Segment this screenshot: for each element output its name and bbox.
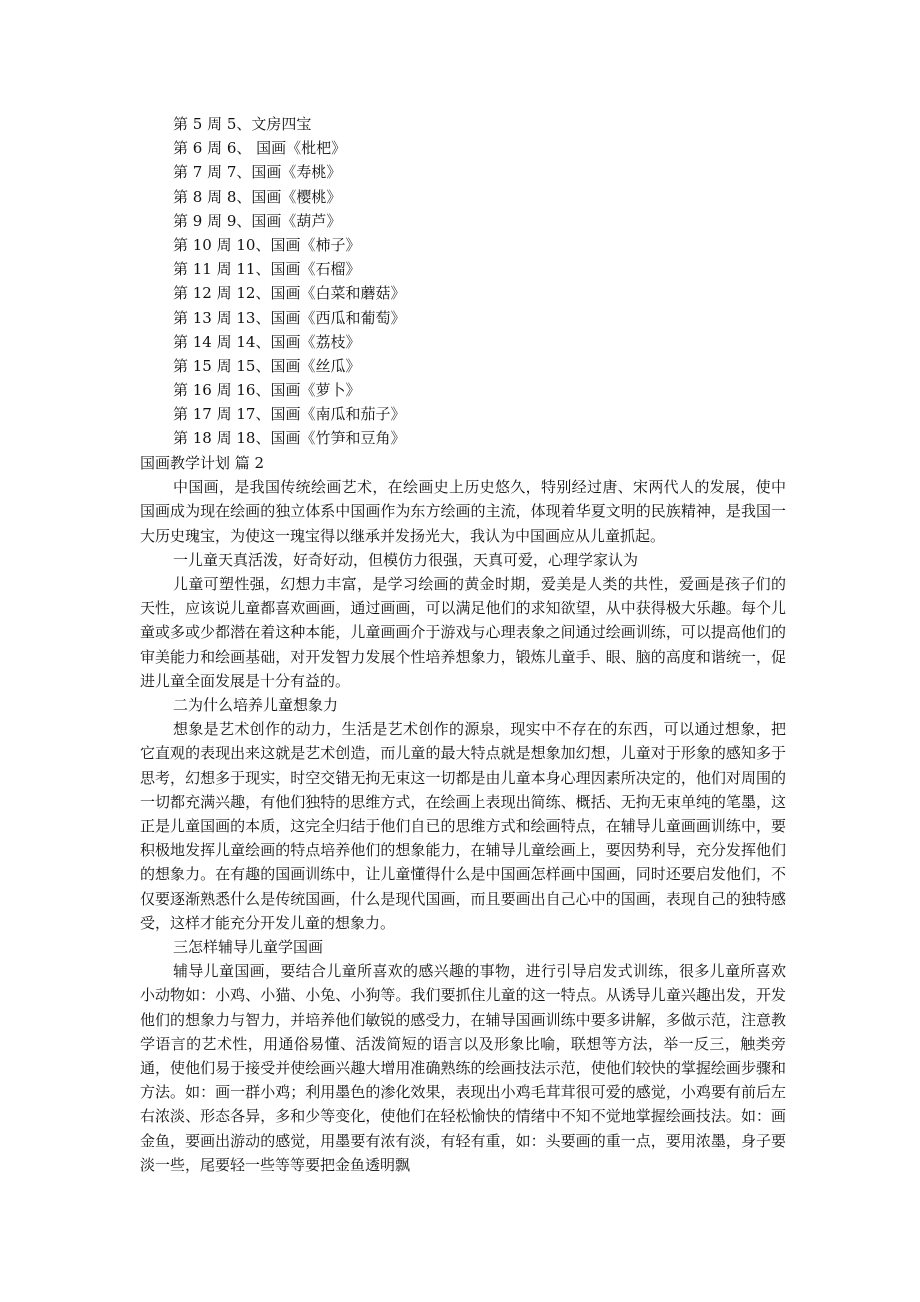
week-item: 第 5 周 5、文房四宝 [173,115,312,133]
week-item: 第 6 周 6、 国画《枇杷》 [173,139,347,158]
week-item: 第 14 周 14、国画《荔枝》 [173,332,361,351]
section-title: 国画教学计划 篇 2 [140,454,265,472]
week-schedule-list [173,112,773,451]
heading-one: 一儿童天真活泼，好奇好动，但模仿力很强，天真可爱，心理学家认为 [173,550,639,569]
week-item: 第 17 周 17、国画《南瓜和茄子》 [173,405,406,424]
week-item: 第 18 周 18、国画《竹笋和豆角》 [173,429,406,448]
week-item: 第 9 周 9、国画《葫芦》 [173,211,342,230]
paragraph-two: 想象是艺术创作的动力，生活是艺术创作的源泉，现实中不存在的东西，可以通过想象，把它直观的表现出来这就是艺术创造，而儿童的最大特点就是想象加幻想，儿童对于形象的感知多于思考，幻想多于现实，时空交错无拘无束这一切都是由儿童本身心理因素所决定的，他们对周围的一切都充满兴趣，有他们独特的思维方式，在绘画上表现出简练、概括、无拘无束单纯的笔墨，这正是儿童国画的本质，这完全归结于他们自已的思维方式和绘画特点，在辅导儿童画画训练中，要积极地发挥儿童绘画的特点培养他们的想象能力，在辅导儿童绘画上，要因势利导，充分发挥他们的想象力。在有趣的国画训练中，让儿童懂得什么是中国画怎样画中国画，同时还要启发他们，不仅要逐渐熟悉什么是传统国画，什么是现代国画，而且要画出自己心中的国画，表现自己的独特感受，这样才能充分开发儿童的想象力。 [140,720,786,932]
week-item: 第 13 周 13、国画《西瓜和葡萄》 [173,308,406,327]
week-item: 第 16 周 16、国画《萝卜》 [173,381,361,400]
heading-three: 三怎样辅导儿童学国画 [173,938,324,957]
week-item: 第 15 周 15、国画《丝瓜》 [173,356,361,375]
paragraph-one: 儿童可塑性强，幻想力丰富，是学习绘画的黄金时期，爱美是人类的共性，爱画是孩子们的天性，应该说儿童都喜欢画画，通过画画，可以满足他们的求知欲望，从中获得极大乐趣。每个儿童或多或少都潜在着这种本能，儿童画画介于游戏与心理表象之间通过绘画训练，可以提高他们的审美能力和绘画基础，对开发智力发展个性培养想象力，锻炼儿童手、眼、脑的高度和谐统一，促进儿童全面发展是十分有益的。 [140,575,786,690]
week-item: 第 12 周 12、国画《白菜和蘑菇》 [173,284,406,303]
intro-paragraph: 中国画，是我国传统绘画艺术，在绘画史上历史悠久，特别经过唐、宋两代人的发展，使中国画成为现在绘画的独立体系中国画作为东方绘画的主流，体现着华夏文明的民族精神，是我国一大历史瑰宝，为使这一瑰宝得以继承并发扬光大，我认为中国画应从儿童抓起。 [140,478,786,545]
week-item: 第 11 周 11、国画《石榴》 [173,260,361,279]
week-item: 第 8 周 8、国画《樱桃》 [173,187,342,206]
week-item: 第 10 周 10、国画《柿子》 [173,235,361,254]
week-item: 第 7 周 7、国画《寿桃》 [173,163,342,182]
paragraph-three: 辅导儿童国画，要结合儿童所喜欢的感兴趣的事物，进行引导启发式训练，很多儿童所喜欢小动物如：小鸡、小猫、小兔、小狗等。我们要抓住儿童的这一特点。从诱导儿童兴趣出发，开发他们的想象力与智力，并培养他们敏锐的感受力，在辅导国画训练中要多讲解，多做示范，注意教学语言的艺术性，用通俗易懂、活泼简短的语言以及形象比喻，联想等方法，举一反三，触类旁通，使他们易于接受并使绘画兴趣大增用准确熟练的绘画技法示范，使他们较快的掌握绘画步骤和方法。如：画一群小鸡；利用墨色的渗化效果，表现出小鸡毛茸茸很可爱的感觉，小鸡要有前后左右浓淡、形态各异，多和少等变化，使他们在轻松愉快的情绪中不知不觉地掌握绘画技法。如：画金鱼，要画出游动的感觉，用墨要有浓有淡，有轻有重，如：头要画的重一点，要用浓墨，身子要淡一些，尾要轻一些等等要把金鱼透明飘 [140,962,786,1174]
document-body [140,451,786,1177]
heading-two: 二为什么培养儿童想象力 [173,696,339,715]
